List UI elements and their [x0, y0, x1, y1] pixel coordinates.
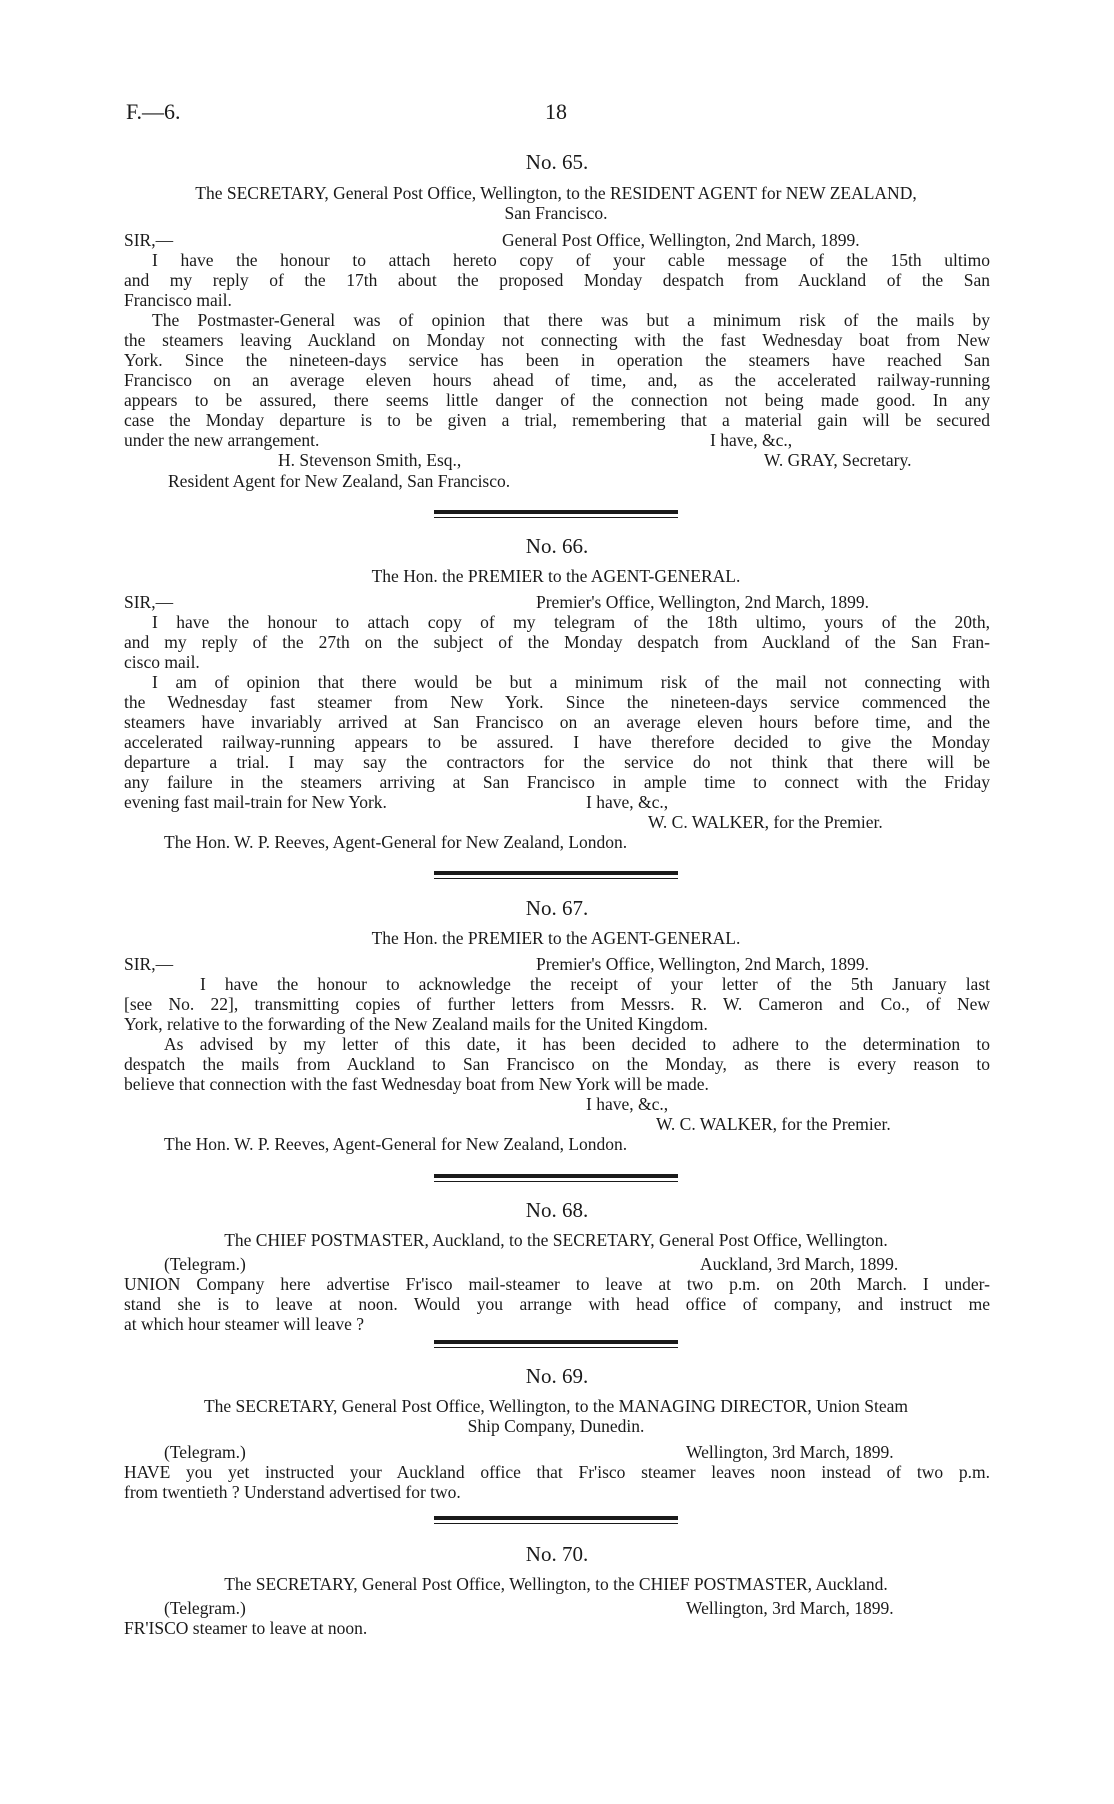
addressee: The Hon. W. P. Reeves, Agent-General for New Zealand, London. [164, 1134, 628, 1154]
letter-number: No. 67. [525, 896, 589, 920]
body-line: cisco mail. [124, 652, 200, 672]
section-divider [434, 1516, 678, 1520]
body-line: I have the honour to acknowledge the receipt of your letter of the 5th January last [200, 974, 990, 994]
letter-title: The CHIEF POSTMASTER, Auckland, to the SECRETARY, General Post Office, Wellington. [224, 1230, 888, 1250]
letter-title: The SECRETARY, General Post Office, Wellington, to the MANAGING DIRECTOR, Union Steam [203, 1396, 909, 1416]
salutation: SIR,— [124, 954, 174, 974]
body-line: The Postmaster-General was of opinion that there was but a minimum risk of the mails by [152, 310, 990, 330]
body-line: steamers have invariably arrived at San Francisco on an average eleven hours before time, and the [124, 712, 990, 732]
letter-origin: Premier's Office, Wellington, 2nd March, 1899. [536, 592, 870, 612]
letter-title-cont: Ship Company, Dunedin. [467, 1416, 645, 1436]
section-code: F.—6. [126, 99, 181, 124]
body-line: Francisco on an average eleven hours ahead of time, and, as the accelerated railway-running [124, 370, 990, 390]
body-line: departure a trial. I may say the contractors for the service do not think that there will be [124, 752, 990, 772]
body-line: appears to be assured, there seems little danger of the connection not being made good. In any [124, 390, 990, 410]
body-line: FR'ISCO steamer to leave at noon. [124, 1618, 368, 1638]
salutation: SIR,— [124, 230, 174, 250]
letter-title: The SECRETARY, General Post Office, Wellington, to the RESIDENT AGENT for NEW ZEALAND, [195, 183, 917, 203]
letter-number: No. 69. [525, 1364, 589, 1388]
body-line: York. Since the nineteen-days service has been in operation the steamers have reached San [124, 350, 990, 370]
addressee-cont: Resident Agent for New Zealand, San Francisco. [168, 471, 511, 491]
body-line: I have the honour to attach copy of my telegram of the 18th ultimo, yours of the 20th, [152, 612, 990, 632]
closing: I have, &c., [586, 1094, 669, 1114]
body-line: and my reply of the 27th on the subject of the Monday despatch from Auckland of the San Fran- [124, 632, 990, 652]
signature: W. C. WALKER, for the Premier. [648, 812, 883, 832]
body-line: I have the honour to attach hereto copy of your cable message of the 15th ultimo [152, 250, 990, 270]
section-divider [434, 510, 678, 514]
body-line: As advised by my letter of this date, it has been decided to adhere to the determination to [164, 1034, 990, 1054]
page-number: 18 [545, 99, 567, 124]
letter-title: The Hon. the PREMIER to the AGENT-GENERAL. [371, 928, 741, 948]
body-line: evening fast mail-train for New York. [124, 792, 387, 812]
letter-origin: Wellington, 3rd March, 1899. [686, 1598, 894, 1618]
letter-title-cont: San Francisco. [504, 203, 608, 223]
body-line: under the new arrangement. [124, 430, 320, 450]
closing: I have, &c., [586, 792, 669, 812]
body-line: from twentieth ? Understand advertised for two. [124, 1482, 461, 1502]
body-line: [see No. 22], transmitting copies of further letters from Messrs. R. W. Cameron and Co., of New [124, 994, 990, 1014]
body-line: any failure in the steamers arriving at San Francisco in ample time to connect with the Friday [124, 772, 990, 792]
addressee: The Hon. W. P. Reeves, Agent-General for New Zealand, London. [164, 832, 628, 852]
letter-origin: General Post Office, Wellington, 2nd March, 1899. [502, 230, 860, 250]
letter-number: No. 68. [525, 1198, 589, 1222]
body-line: despatch the mails from Auckland to San Francisco on the Monday, as there is every reason to [124, 1054, 990, 1074]
addressee: H. Stevenson Smith, Esq., [278, 450, 462, 470]
telegram-label: (Telegram.) [164, 1254, 246, 1274]
letter-number: No. 65. [525, 150, 589, 174]
body-line: believe that connection with the fast Wednesday boat from New York will be made. [124, 1074, 709, 1094]
section-divider [434, 871, 678, 875]
signature: W. GRAY, Secretary. [764, 450, 912, 470]
signature: W. C. WALKER, for the Premier. [656, 1114, 891, 1134]
body-line: the Wednesday fast steamer from New York. Since the nineteen-days service commenced the [124, 692, 990, 712]
section-divider [434, 1340, 678, 1344]
body-line: York, relative to the forwarding of the New Zealand mails for the United Kingdom. [124, 1014, 708, 1034]
body-line: accelerated railway-running appears to be assured. I have therefore decided to give the Monday [124, 732, 990, 752]
telegram-label: (Telegram.) [164, 1598, 246, 1618]
letter-origin: Premier's Office, Wellington, 2nd March, 1899. [536, 954, 870, 974]
body-line: UNION Company here advertise Fr'isco mail-steamer to leave at two p.m. on 20th March. I under- [124, 1274, 990, 1294]
salutation: SIR,— [124, 592, 174, 612]
body-line: case the Monday departure is to be given a trial, remembering that a material gain will be secured [124, 410, 990, 430]
letter-title: The Hon. the PREMIER to the AGENT-GENERAL. [371, 566, 741, 586]
telegram-label: (Telegram.) [164, 1442, 246, 1462]
body-line: the steamers leaving Auckland on Monday not connecting with the fast Wednesday boat from New [124, 330, 990, 350]
letter-number: No. 70. [525, 1542, 589, 1566]
letter-origin: Auckland, 3rd March, 1899. [700, 1254, 899, 1274]
body-line: HAVE you yet instructed your Auckland office that Fr'isco steamer leaves noon instead of two p.m. [124, 1462, 990, 1482]
body-line: at which hour steamer will leave ? [124, 1314, 365, 1334]
body-line: Francisco mail. [124, 290, 232, 310]
body-line: I am of opinion that there would be but a minimum risk of the mail not connecting with [152, 672, 990, 692]
closing: I have, &c., [710, 430, 793, 450]
body-line: stand she is to leave at noon. Would you arrange with head office of company, and instruct me [124, 1294, 990, 1314]
letter-origin: Wellington, 3rd March, 1899. [686, 1442, 894, 1462]
body-line: and my reply of the 17th about the proposed Monday despatch from Auckland of the San [124, 270, 990, 290]
letter-title: The SECRETARY, General Post Office, Wellington, to the CHIEF POSTMASTER, Auckland. [224, 1574, 888, 1594]
section-divider [434, 1174, 678, 1178]
letter-number: No. 66. [525, 534, 589, 558]
